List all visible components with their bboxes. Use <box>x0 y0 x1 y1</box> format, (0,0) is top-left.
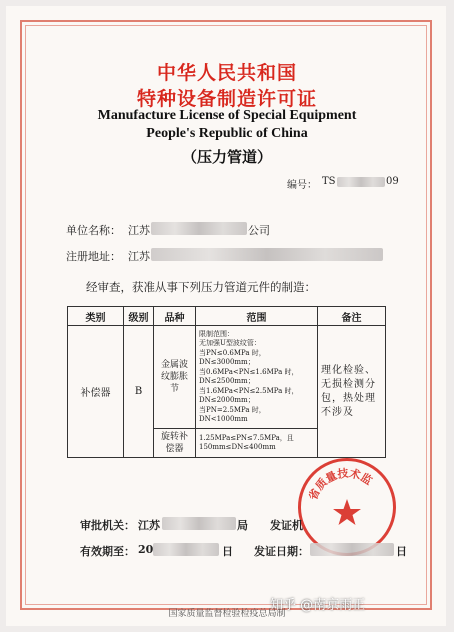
header-scope: 范围 <box>196 307 318 326</box>
approver-redaction <box>162 517 236 530</box>
license-table <box>67 306 386 458</box>
approver-suffix: 局 <box>237 519 248 532</box>
header-category: 类别 <box>68 307 124 326</box>
valid-until-suffix: 日 <box>222 545 233 558</box>
cell-category: 补偿器 <box>68 326 124 458</box>
unit-name-suffix: 公司 <box>248 224 270 237</box>
header-level: 级别 <box>124 307 154 326</box>
cell-note: 理化检验、无损检测分包，热处理不涉及 <box>318 326 386 458</box>
cell-level: B <box>124 326 154 458</box>
scope-line: 当0.6MPa<PN≤1.6MPa 时，DN≤2500mm； <box>199 367 299 386</box>
serial-label: 编号： <box>287 180 317 191</box>
title-cn-line-2: 特种设备制造许可证 <box>136 88 317 110</box>
footer-issuer: 国家质量监督检验检疫总局制 <box>168 609 286 619</box>
valid-until-redaction <box>153 543 219 556</box>
valid-until-label: 有效期至： <box>80 545 135 558</box>
seal-text <box>306 466 375 502</box>
approver-label: 审批机关： <box>80 519 135 532</box>
table-row <box>68 326 386 429</box>
issue-date-redaction <box>310 543 394 556</box>
cell-scope-rotary: 1.25MPa≤PN≤7.5MPa，且150mm≤DN≤400mm <box>196 429 318 458</box>
watermark: 知乎 @南京雨正 <box>270 598 366 613</box>
seal-graphic <box>301 461 393 553</box>
title-en-line-2: People's Republic of China <box>146 126 308 141</box>
header-note: 备注 <box>318 307 386 326</box>
scope-line: 当1.6MPa<PN≤2.5MPa 时，DN≤2000mm； <box>199 386 299 405</box>
unit-name-prefix: 江苏 <box>128 224 150 237</box>
header-type: 品种 <box>154 307 196 326</box>
seal-star-icon <box>333 499 361 525</box>
approval-statement: 经审查，获准从事下列压力管道元件的制造： <box>86 280 316 294</box>
scope-line: 无加强U型波纹管： <box>199 339 261 348</box>
unit-name-label: 单位名称： <box>66 224 121 237</box>
address-prefix: 江苏 <box>128 250 150 263</box>
subtitle-pressure-pipe: （压力管道） <box>181 148 272 166</box>
issuer-label: 发证机 <box>270 519 303 532</box>
unit-name-redaction <box>151 222 247 235</box>
serial-redaction <box>337 177 385 187</box>
issue-date-suffix: 日 <box>396 545 407 558</box>
approver-prefix: 江苏 <box>138 519 160 532</box>
cell-type-rotary: 旋转补偿器 <box>154 429 196 458</box>
seal-text-path: 省质量技术监 <box>306 466 375 503</box>
title-en-line-1: Manufacture License of Special Equipment <box>97 108 357 123</box>
table-header-row <box>68 307 386 326</box>
title-cn-line-1: 中华人民共和国 <box>156 62 297 84</box>
issue-date-label: 发证日期： <box>254 545 309 558</box>
cell-scope-bellows <box>196 326 318 429</box>
address-redaction <box>151 248 383 261</box>
scope-line: 限制范围： <box>199 329 234 338</box>
serial-value: TS <box>322 176 336 187</box>
serial-tail: 09 <box>386 176 399 187</box>
valid-until-prefix: 20 <box>138 543 154 556</box>
scope-line: 当PN≤0.6MPa 时，DN≤3000mm； <box>199 348 266 367</box>
official-seal <box>298 458 396 556</box>
scope-line: 当PN=2.5MPa 时，DN<1000mm <box>199 405 266 424</box>
address-label: 注册地址： <box>66 250 121 263</box>
cell-type-bellows: 金属波纹膨胀节 <box>154 326 196 429</box>
